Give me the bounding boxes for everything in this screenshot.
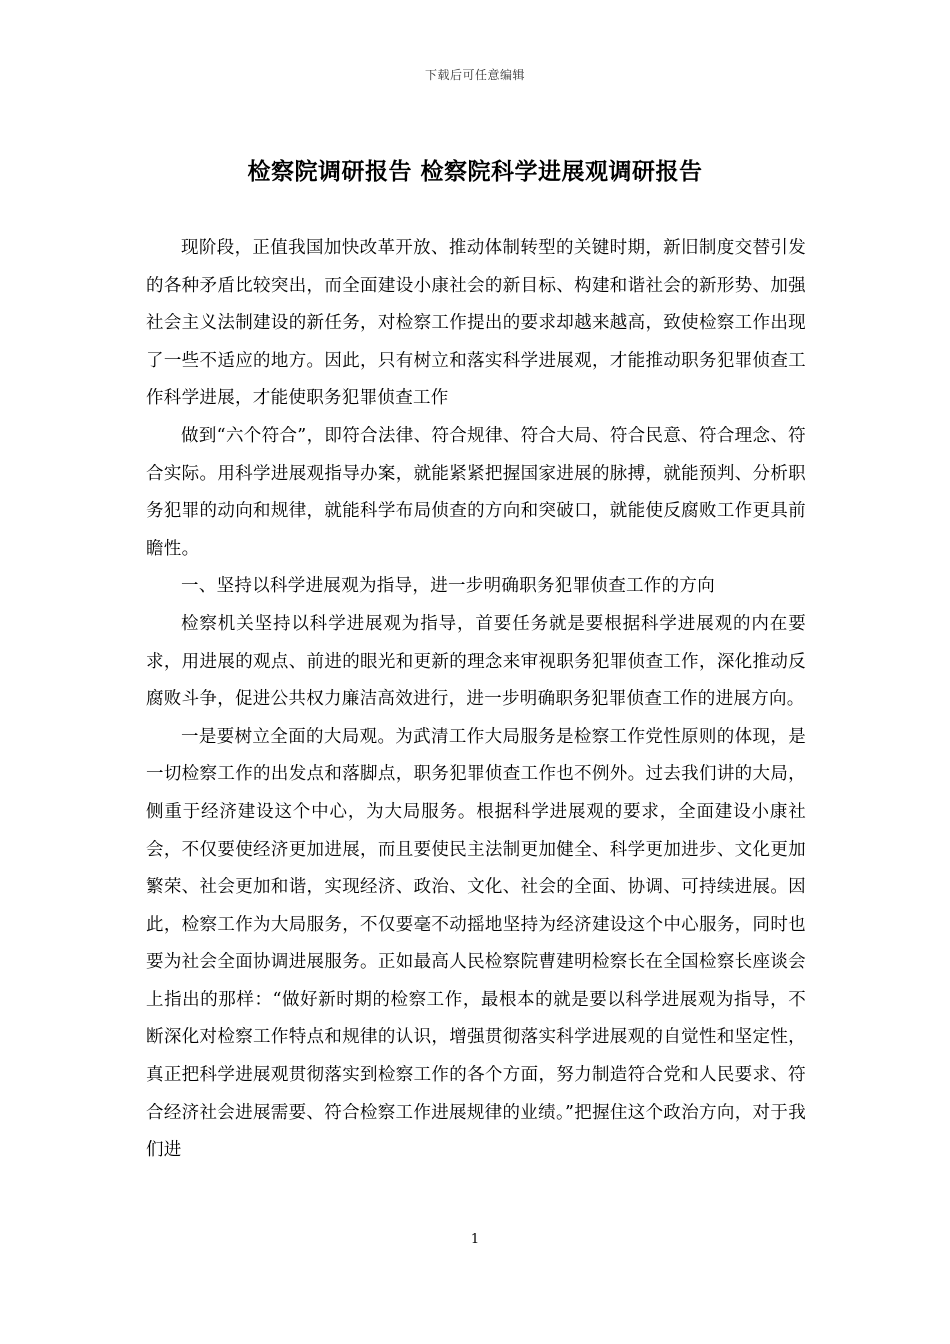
section-heading-1: 一、坚持以科学进展观为指导，进一步明确职务犯罪侦查工作的方向 xyxy=(181,576,715,597)
document-body xyxy=(146,230,806,1170)
paragraph-1: 现阶段，正值我国加快改革开放、推动体制转型的关键时期，新旧制度交替引发的各种矛盾比较突出，而全面建设小康社会的新目标、构建和谐社会的新形势、加强社会主义法制建设的新任务，对检察工作提出的要求却越来越高，致使检察工作出现了一些不适应的地方。因此，只有树立和落实科学进展观，才能推动职务犯罪侦查工作科学进展，才能使职务犯罪侦查工作 xyxy=(146,238,806,409)
paragraph-3: 检察机关坚持以科学进展观为指导，首要任务就是要根据科学进展观的内在要求，用进展的观点、前进的眼光和更新的理念来审视职务犯罪侦查工作，深化推动反腐败斗争，促进公共权力廉洁高效进行，进一步明确职务犯罪侦查工作的进展方向。 xyxy=(146,613,806,710)
page-number: 1 xyxy=(470,1232,480,1247)
document-title: 检察院调研报告 检察院科学进展观调研报告 xyxy=(247,158,703,185)
paragraph-2: 做到“六个符合”，即符合法律、符合规律、符合大局、符合民意、符合理念、符合实际。用科学进展观指导办案，就能紧紧把握国家进展的脉搏，就能预判、分析职务犯罪的动向和规律，就能科学布局侦查的方向和突破口，就能使反腐败工作更具前瞻性。 xyxy=(146,425,806,559)
header-note: 下载后可任意编辑 xyxy=(424,68,525,82)
paragraph-4: 一是要树立全面的大局观。为武清工作大局服务是检察工作党性原则的体现，是一切检察工作的出发点和落脚点，职务犯罪侦查工作也不例外。过去我们讲的大局，侧重于经济建设这个中心，为大局服务。根据科学进展观的要求，全面建设小康社会，不仅要使经济更加进展，而且要使民主法制更加健全、科学更加进步、文化更加繁荣、社会更加和谐，实现经济、政治、文化、社会的全面、协调、可持续进展。因此，检察工作为大局服务，不仅要毫不动摇地坚持为经济建设这个中心服务，同时也要为社会全面协调进展服务。正如最高人民检察院曹建明检察长在全国检察长座谈会上指出的那样：“做好新时期的检察工作，最根本的就是要以科学进展观为指导，不断深化对检察工作特点和规律的认识，增强贯彻落实科学进展观的自觉性和坚定性，真正把科学进展观贯彻落实到检察工作的各个方面，努力制造符合党和人民要求、符合经济社会进展需要、符合检察工作进展规律的业绩。”把握住这个政治方向，对于我们进 xyxy=(146,726,806,1161)
